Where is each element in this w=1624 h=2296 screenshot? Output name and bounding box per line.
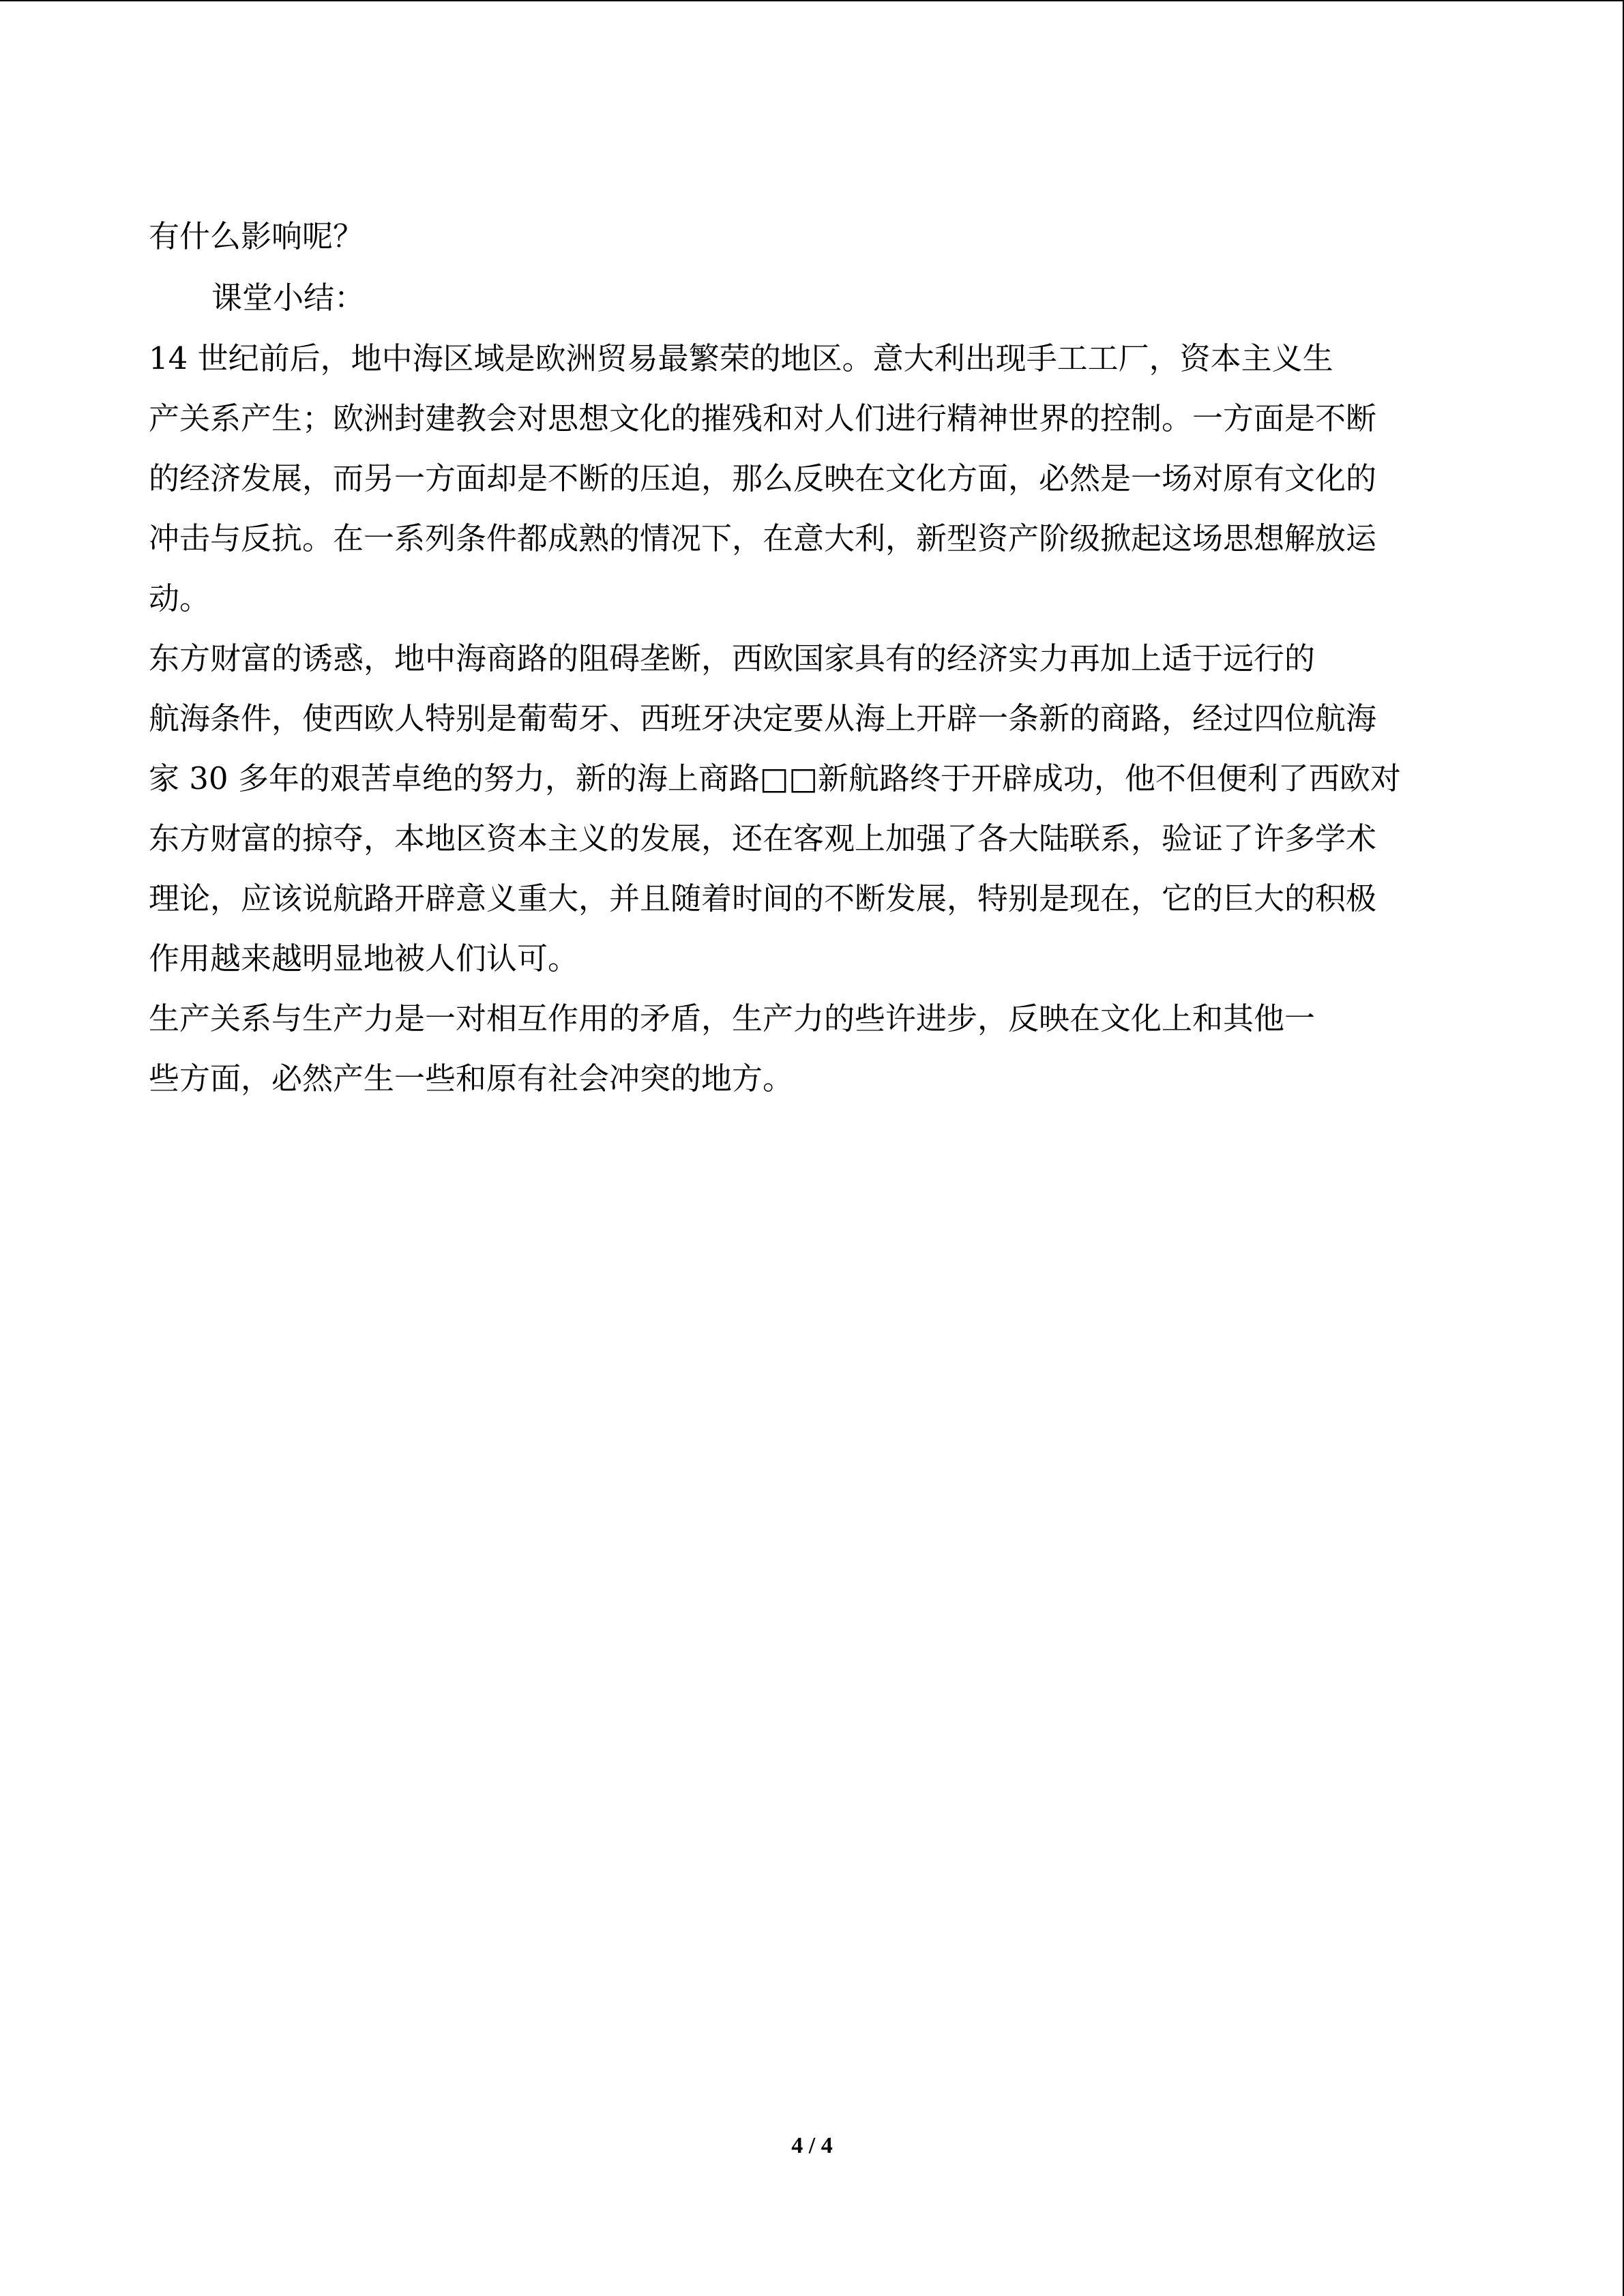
continuation-line: 有什么影响呢？: [149, 218, 364, 254]
summary-heading: 课堂小结：: [211, 280, 366, 316]
paragraph-renaissance: 14 世纪前后，地中海区域是欧洲贸易最繁荣的地区。意大利出现手工工厂，资本主义生 产关系产生；欧洲封建教会对思想文化的摧残和对人们进行精神世界的控制。一方面是不断 的经济发展，而另一方面却是不断的压迫，那么反映在文化方面，必然是一场对原有文化的 冲击与反抗。在一系列条件都成熟的情况下，在意大利，新型资产阶级掀起这场思想解放运 动。: [149, 340, 1377, 616]
paragraph-production-relations: 生产关系与生产力是一对相互作用的矛盾，生产力的些许进步，反映在文化上和其他一 些方面，必然产生一些和原有社会冲突的地方。: [149, 1000, 1316, 1097]
document-body: [149, 206, 1475, 1109]
paragraph-new-routes: 东方财富的诱惑，地中海商路的阻碍垄断，西欧国家具有的经济实力再加上适于远行的 航海条件，使西欧人特别是葡萄牙、西班牙决定要从海上开辟一条新的商路，经过四位航海 家 30 多年的艰苦卓绝的努力，新的海上商路□□新航路终于开辟成功，他不但便利了西欧对 东方财富的掠夺，本地区资本主义的发展，还在客观上加强了各大陆联系，验证了许多学术 理论，应该说航路开辟意义重大，并且随着时间的不断发展，特别是现在，它的巨大的积极 作用越来越明显地被人们认可。: [149, 640, 1401, 976]
page-number: 4 / 4: [791, 2133, 833, 2158]
